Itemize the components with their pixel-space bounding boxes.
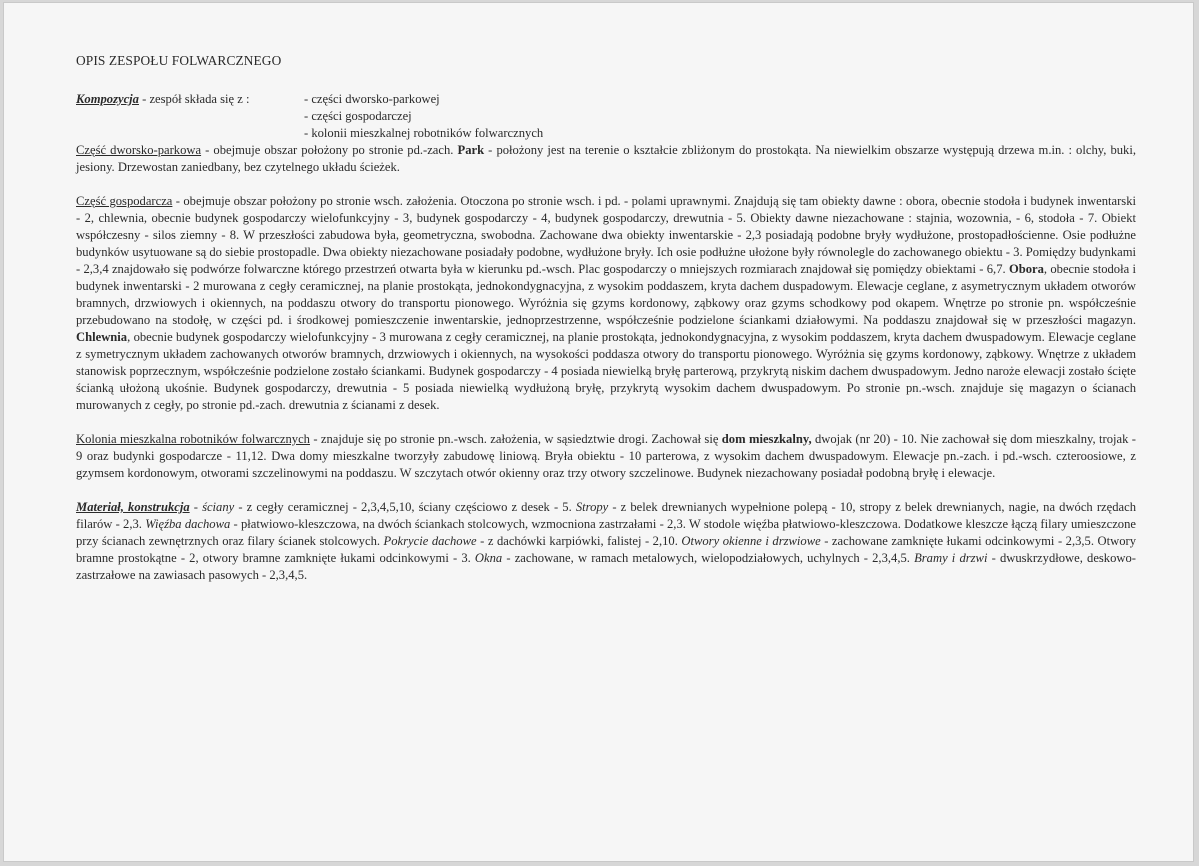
kompozycja-lead-text: - zespół składa się z : (138, 92, 250, 106)
section-kolonia (76, 431, 1136, 482)
gospodarcza-heading: Część gospodarcza (76, 194, 173, 208)
dworsko-text-1: - obejmuje obszar położony po stronie pd.-zach. (201, 143, 458, 157)
document-title: OPIS ZESPOŁU FOLWARCZNEGO (76, 53, 282, 68)
kolonia-text-2: dwojak (nr 20) - 10. Nie zachował się dom mieszkalny, trojak - 9 oraz budynki gospodarcze - 11,12. Dwa domy mieszkalne tworzyły zabudowę liniową. Bryła obiektu - 10 parterowa, z wysokim dachem dwuspadowym. Elewacje pn.-zach. i pd.-wsch. czteroosiowe, z gzymsem kordonowym, otworami szczelinowymi na poddaszu. W szczytach otwór okienny oraz trzy otwory szczelinowe. Budynek niezachowany posiadał podobną bryłę i elewacje. (76, 432, 1136, 480)
material-text-4: - z dachówki karpiówki, falistej - 2,10. (476, 534, 682, 548)
section-dworsko-parkowa (76, 142, 1136, 176)
wiezba-label: Więźba dachowa (145, 517, 231, 531)
section-gospodarcza (76, 193, 1136, 414)
kolonia-heading: Kolonia mieszkalna robotników folwarcznych (76, 432, 310, 446)
obora-label: Obora (1008, 262, 1044, 276)
section-kompozycja (76, 91, 1136, 142)
kompozycja-item: - części gospodarczej (304, 109, 412, 123)
chlewnia-label: Chlewnia (76, 330, 128, 344)
material-text-1: - z cegły ceramicznej - 2,3,4,5,10, ściany częściowo z desek - 5. (234, 500, 576, 514)
material-text-2: - z belek drewnianych wypełnione polepą - 10, stropy z belek drewnianych, nagie, na dwóch rzędach filarów - 2,3. (76, 500, 1136, 531)
okna-label: Okna (474, 551, 503, 565)
kompozycja-item: - części dworsko-parkowej (304, 92, 440, 106)
kompozycja-lead (76, 91, 249, 108)
gospodarcza-text-2: , obecnie stodoła i budynek inwentarski - 2 murowana z cegły ceramicznej, na planie prostokąta, jednokondygnacyjna, z wysokim poddaszem, kryta dachem duspadowym. Elewacje ceglane, z asymetrycznym układem otworów bramnych, drzwiowych i okiennych, na poddaszu otwory do transportu pionowego. Wyróżnia się gzyms kordonowy, ząbkowy oraz gzyms schodkowy pod okapem. Wnętrze po stronie pn. współcześnie przebudowano na stodołę, w części pd. i środkowej pomieszczenie inwentarskie, jednoprzestrzenne, współcześnie podzielone ściankami działowymi. Na poddaszu znajdował się w przeszłości magazyn. (76, 262, 1136, 327)
kompozycja-item: - kolonii mieszkalnej robotników folwarcznych (304, 126, 544, 140)
material-heading: Materiał, konstrukcja (76, 500, 190, 514)
otwory-label: Otwory okienne i drzwiowe (681, 534, 821, 548)
material-text-6: - zachowane, w ramach metalowych, wielopodziałowych, uchylnych - 2,3,4,5. (502, 551, 915, 565)
material-text-7: - dwuskrzydłowe, deskowo-zastrzałowe na zawiasach pasowych - 2,3,4,5. (76, 551, 1136, 582)
kolonia-text-1: - znajduje się po stronie pn.-wsch. założenia, w sąsiedztwie drogi. Zachował się (309, 432, 722, 446)
material-dash: - (189, 500, 203, 514)
gospodarcza-text-3: , obecnie budynek gospodarczy wielofunkcyjny - 3 murowana z cegły ceramicznej, na planie prostokąta, jednokondygnacyjna, z wysokim poddaszem, kryta dachem dwuspadowym. Elewacje ceglane z symetrycznym układem zachowanych otworów bramnych, drzwiowych i okiennych, na wysokości poddasza otwory do transportu pionowego. Wyróżnia się gzyms kordonowy, ząbkowy. Wnętrze z układem stanowisk poprzecznym, współcześnie podzielone zostało ściankami. Budynek gospodarczy - 4 posiada niewielką bryłę parterową, przykrytą niskim dachem dwuspadowym. Jedno naroże elewacji zostało ścięte ścianką ułożoną ukośnie. Budynek gospodarczy, drewutnia - 5 posiada niewielką wydłużoną bryłę, przykrytą wysokim dachem dwuspadowym. Po stronie pn.-wsch. znajduje się magazyn o ścianach murowanych z cegły, po stronie pd.-zach. drewutnia z ścianami z desek. (76, 330, 1136, 412)
park-label: Park (457, 143, 485, 157)
material-text-3: - płatwiowo-kleszczowa, na dwóch ściankach stolcowych, wzmocniona zastrzałami - 2,3. W stodole więźba płatwiowo-kleszczowa. Dodatkowe kleszcze łączą filary umieszczone przy ścianach zewnętrznych oraz filary ścianek stolcowych. (76, 517, 1136, 548)
dworsko-heading: Część dworsko-parkowa (76, 143, 202, 157)
gospodarcza-text-1: - obejmuje obszar położony po stronie wsch. założenia. Otoczona po stronie wsch. i pd. - polami uprawnymi. Znajdują się tam obiekty dawne : obora, obecnie stodoła i budynek inwentarski - 2, chlewnia, obecnie budynek gospodarczy wielofunkcyjny - 3, budynek gospodarczy - 4, budynek gospodarczy, drewutnia - 5. Obiekty dawne niezachowane : stajnia, wozownia, - 6, stodoła - 7. Obiekt współczesny - silos ziemny - 8. W przeszłości zabudowa była, geometryczna, swobodna. Zachowane dwa obiekty inwentarskie - 2,3 posiadają podobne bryły wydłużone, prostopadłościenne. Osie podłużne budynków usytuowane są do siebie prostopadle. Dwa obiekty niezachowane posiadały podobne, wydłużone bryły. Ich osie podłużne ułożone były równolegle do zachowanego obiektu - 3. Pomiędzy budynkami - 2,3,4 znajdowało się podwórze folwarczne którego przestrzeń otwarta była w kierunku pd.-wsch. Plac gospodarczy o mniejszych rozmiarach znajdował się pomiędzy obiektami - 6,7. (76, 194, 1136, 276)
dom-label: dom mieszkalny, (721, 432, 812, 446)
section-material (76, 499, 1136, 584)
document-sheet (3, 2, 1194, 862)
dworsko-text-2: - położony jest na terenie o kształcie zbliżonym do prostokąta. Na niewielkim obszarze występują drzewa m.in. : olchy, buki, jesiony. Drzewostan zaniedbany, bez czytelnego układu ścieżek. (76, 143, 1136, 174)
material-text-5: - zachowane zamknięte łukami odcinkowymi - 2,3,5. Otwory bramne prostokątne - 2, otwory bramne zamknięte łukami odcinkowymi - 3. (76, 534, 1136, 565)
stropy-label: Stropy (575, 500, 609, 514)
pokrycie-label: Pokrycie dachowe (383, 534, 477, 548)
document-body (76, 52, 1136, 584)
bramy-label: Bramy i drzwi (914, 551, 988, 565)
kompozycja-heading: Kompozycja (76, 92, 139, 106)
sciany-label: ściany (202, 500, 235, 514)
